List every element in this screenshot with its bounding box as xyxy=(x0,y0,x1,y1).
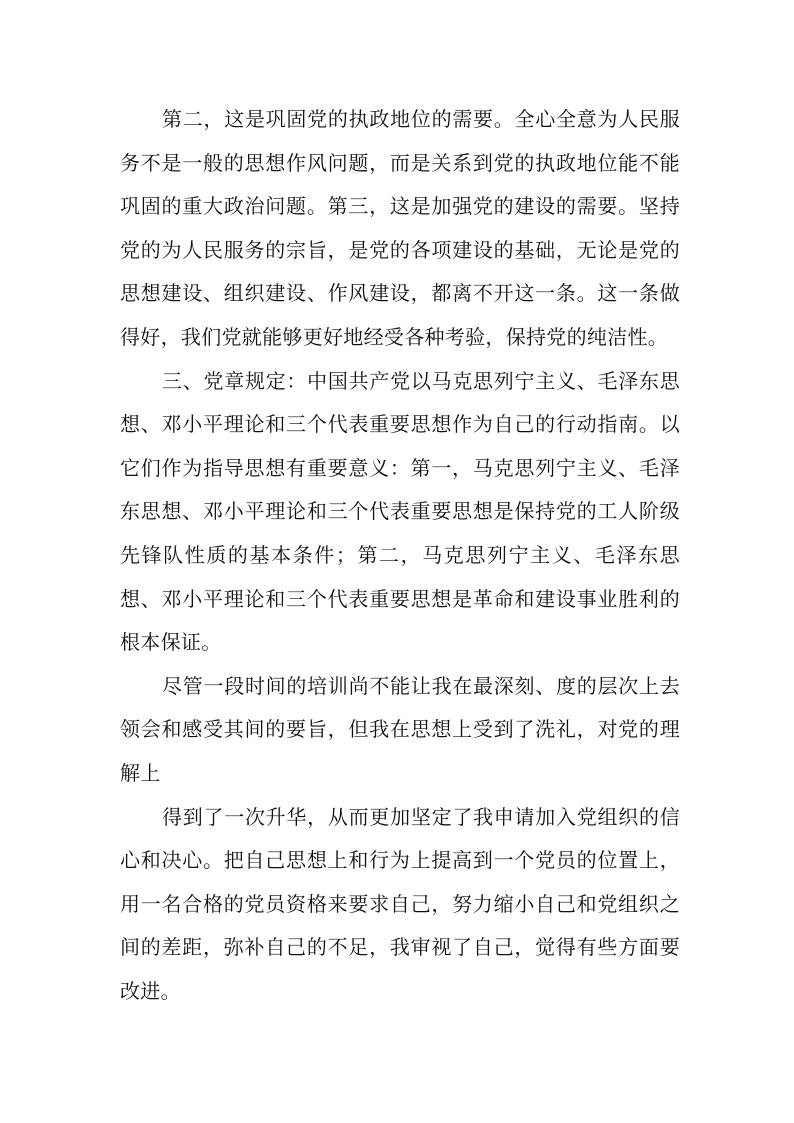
paragraph-4: 得到了一次升华，从而更加坚定了我申请加入党组织的信心和决心。把自己思想上和行为上提高到一个党员的位置上，用一名合格的党员资格来要求自己，努力缩小自己和党组织之间的差距，弥补自己的不足，我审视了自己，觉得有些方面要改进。 xyxy=(120,804,680,1003)
paragraph-1: 第二，这是巩固党的执政地位的需要。全心全意为人民服务不是一般的思想作风问题，而是关系到党的执政地位能不能巩固的重大政治问题。第三，这是加强党的建设的需要。坚持党的为人民服务的宗旨，是党的各项建设的基础，无论是党的思想建设、组织建设、作风建设，都离不开这一条。这一条做得好，我们党就能够更好地经受各种考验，保持党的纯洁性。 xyxy=(120,107,680,349)
paragraph-2: 三、党章规定：中国共产党以马克思列宁主义、毛泽东思想、邓小平理论和三个代表重要思想作为自己的行动指南。以它们作为指导思想有重要意义：第一，马克思列宁主义、毛泽东思想、邓小平理论和三个代表重要思想是保持党的工人阶级先锋队性质的基本条件；第二，马克思列宁主义、毛泽东思想、邓小平理论和三个代表重要思想是革命和建设事业胜利的根本保证。 xyxy=(120,368,680,655)
document-body xyxy=(120,98,680,1013)
paragraph-3: 尽管一段时间的培训尚不能让我在最深刻、度的层次上去领会和感受其间的要旨，但我在思想上受到了洗礼，对党的理解上 xyxy=(120,673,680,785)
